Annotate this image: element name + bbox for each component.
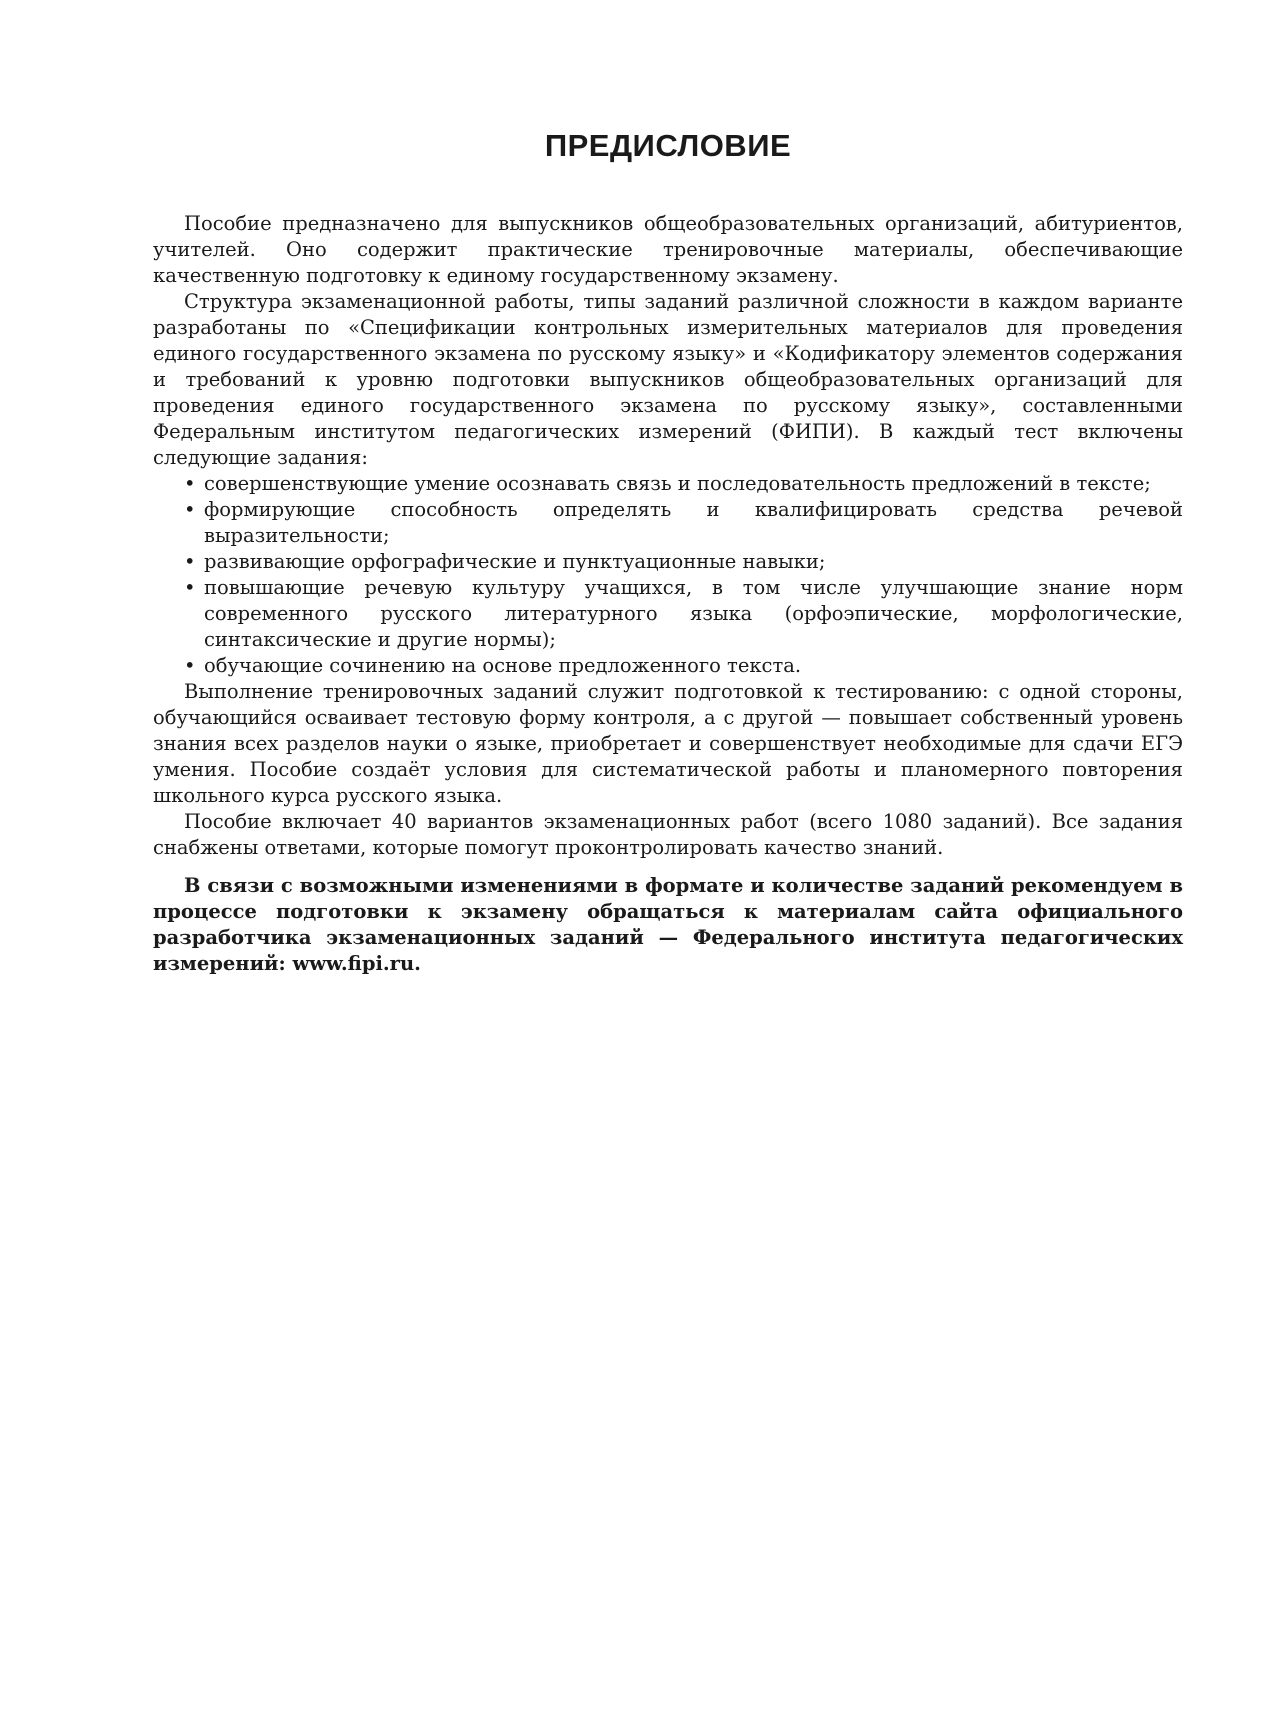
list-item-text: обучающие сочинению на основе предложенного текста.	[204, 654, 802, 677]
task-list	[153, 471, 1183, 679]
bullet-icon: •	[184, 472, 196, 495]
list-item	[184, 471, 1183, 497]
list-item	[184, 497, 1183, 549]
paragraph-structure: Структура экзаменационной работы, типы заданий различной сложности в каждом варианте разработаны по «Спецификации контрольных измерительных материалов для проведения единого государственного экзамена по русскому языку» и «Кодификатору элементов содержания и требований к уровню подготовки выпускников общеобразовательных организаций для проведения единого государственного экзамена по русскому языку», составленными Федеральным институтом педагогических измерений (ФИПИ). В каждый тест включены следующие задания:	[153, 290, 1183, 469]
document-page	[153, 128, 1183, 977]
list-item-text: повышающие речевую культуру учащихся, в том числе улучшающие знание норм современного русского литературного языка (орфоэпические, морфологические, синтаксические и другие нормы);	[204, 576, 1183, 651]
list-item	[184, 653, 1183, 679]
paragraph-intro: Пособие предназначено для выпускников общеобразовательных организаций, абитуриентов, учителей. Оно содержит практические тренировочные материалы, обеспечивающие качественную подготовку к единому государственному экзамену.	[153, 212, 1183, 287]
list-item-text: формирующие способность определять и квалифицировать средства речевой выразительности;	[204, 498, 1183, 547]
list-item-text: совершенствующие умение осознавать связь и последовательность предложений в тексте;	[204, 472, 1151, 495]
bullet-icon: •	[184, 498, 196, 521]
list-item-text: развивающие орфографические и пунктуационные навыки;	[204, 550, 826, 573]
paragraph-training: Выполнение тренировочных заданий служит подготовкой к тестированию: с одной стороны, обучающийся осваивает тестовую форму контроля, а с другой — повышает собственный уровень знания всех разделов науки о языке, приобретает и совершенствует необходимые для сдачи ЕГЭ умения. Пособие создаёт условия для систематической работы и планомерного повторения школьного курса русского языка.	[153, 680, 1183, 807]
page-title: ПРЕДИСЛОВИЕ	[544, 128, 792, 163]
bullet-icon: •	[184, 654, 196, 677]
list-item	[184, 575, 1183, 653]
bullet-icon: •	[184, 576, 196, 599]
bullet-icon: •	[184, 550, 196, 573]
paragraph-notice: В связи с возможными изменениями в формате и количестве заданий рекомендуем в процессе подготовки к экзамену обращаться к материалам сайта официального разработчика экзаменационных заданий — Федерального института педагогических измерений: www.fipi.ru.	[153, 874, 1183, 975]
list-item	[184, 549, 1183, 575]
document-body	[153, 211, 1183, 977]
paragraph-contents: Пособие включает 40 вариантов экзаменационных работ (всего 1080 заданий). Все задания снабжены ответами, которые помогут проконтролировать качество знаний.	[153, 810, 1183, 859]
